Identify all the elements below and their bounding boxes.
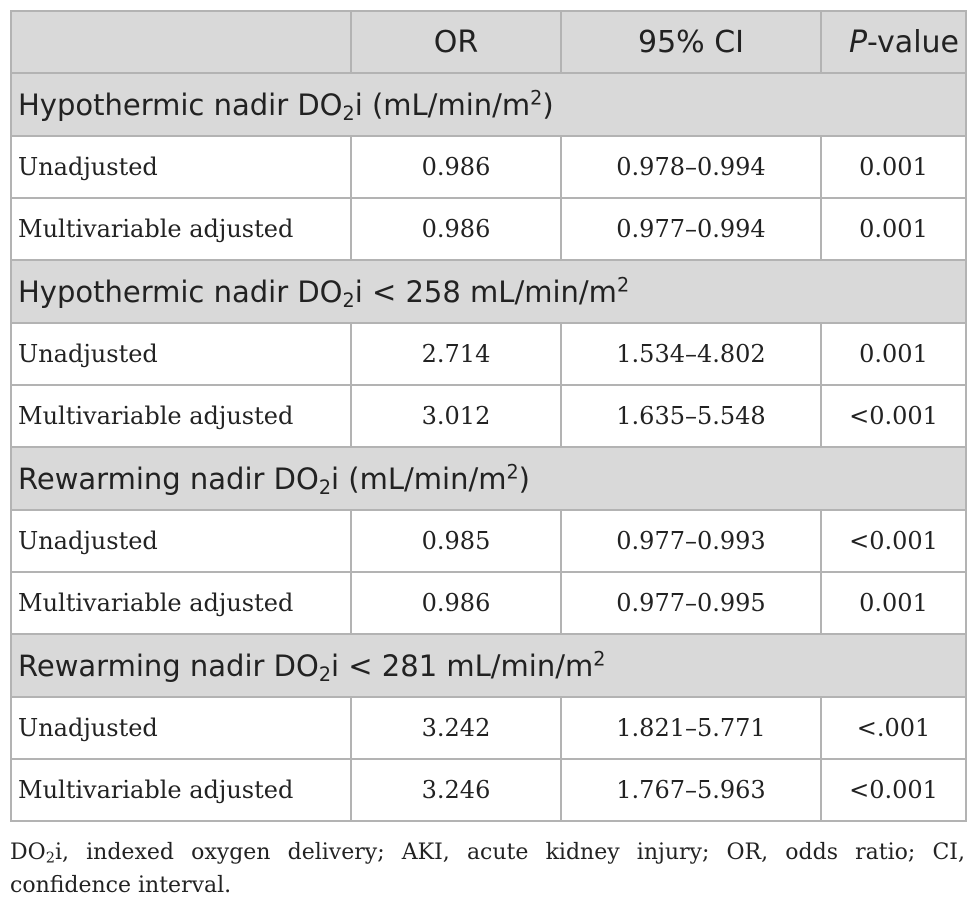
superscript: 2 [593,646,606,670]
p-value: <0.001 [821,510,966,572]
section-title-text: i (mL/min/m [354,87,531,122]
section-title [11,260,966,323]
row-label: Unadjusted [11,510,351,572]
header-row [11,11,966,73]
or-value: 0.986 [351,136,561,198]
subscript: 2 [342,101,355,125]
p-value: 0.001 [821,572,966,634]
section-title-text: i (mL/min/m [331,461,507,496]
section-title [11,634,966,697]
or-value: 3.242 [351,697,561,759]
or-value: 0.986 [351,572,561,634]
ci-value: 1.635–5.548 [561,385,821,447]
header-empty-cell [11,11,351,73]
header-p-rest: -value [867,24,959,60]
subscript: 2 [318,662,331,686]
section-title-text: i < 258 mL/min/m [354,274,617,309]
p-value: 0.001 [821,136,966,198]
section-title-text: Rewarming nadir DO [18,648,319,683]
superscript: 2 [616,272,630,296]
header-ci: 95% CI [561,11,821,73]
table-row [11,697,966,759]
or-value: 0.985 [351,510,561,572]
section-title-text: i < 281 mL/min/m [331,648,594,683]
section-title-text: Hypothermic nadir DO [18,87,343,122]
subscript: 2 [342,288,355,312]
footnote-text: i, indexed oxygen delivery; AKI, acute kidney injury; OR, odds ratio; CI, confidence interval. [10,840,965,898]
section-title-text: ) [542,87,554,122]
superscript: 2 [530,85,543,109]
table-row [11,198,966,260]
results-table [10,10,967,822]
section-title [11,73,966,136]
section-title-text: Rewarming nadir DO [18,461,319,496]
header-p-italic: P [848,24,868,60]
ci-value: 0.977–0.995 [561,572,821,634]
header-p-value [821,11,966,73]
or-value: 3.012 [351,385,561,447]
superscript: 2 [506,459,519,483]
header-or: OR [351,11,561,73]
row-label: Unadjusted [11,323,351,385]
section-header-row [11,260,966,323]
table-row [11,385,966,447]
row-label: Multivariable adjusted [11,759,351,821]
or-value: 0.986 [351,198,561,260]
p-value: <.001 [821,697,966,759]
section-title [11,447,966,510]
ci-value: 0.977–0.994 [561,198,821,260]
section-header-row [11,447,966,510]
subscript: 2 [45,850,55,867]
p-value: <0.001 [821,759,966,821]
table-row [11,136,966,198]
ci-value: 1.534–4.802 [561,323,821,385]
or-value: 3.246 [351,759,561,821]
row-label: Unadjusted [11,697,351,759]
row-label: Multivariable adjusted [11,198,351,260]
ci-value: 1.821–5.771 [561,697,821,759]
table-row [11,510,966,572]
p-value: <0.001 [821,385,966,447]
footnote-text: DO [10,840,46,865]
table-row [11,759,966,821]
row-label: Multivariable adjusted [11,572,351,634]
row-label: Unadjusted [11,136,351,198]
section-title-text: ) [518,461,530,496]
ci-value: 1.767–5.963 [561,759,821,821]
table-row [11,323,966,385]
p-value: 0.001 [821,323,966,385]
ci-value: 0.978–0.994 [561,136,821,198]
p-value: 0.001 [821,198,966,260]
section-title-text: Hypothermic nadir DO [18,274,343,309]
section-header-row [11,634,966,697]
table-row [11,572,966,634]
row-label: Multivariable adjusted [11,385,351,447]
or-value: 2.714 [351,323,561,385]
subscript: 2 [318,475,331,499]
table-footnote [10,836,965,902]
section-header-row [11,73,966,136]
ci-value: 0.977–0.993 [561,510,821,572]
